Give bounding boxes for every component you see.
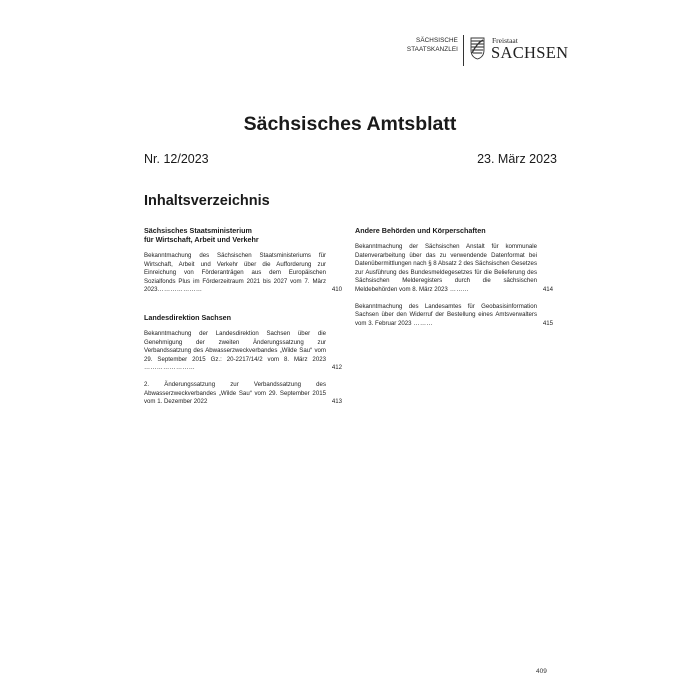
toc-section-heading: Sächsisches Staatsministerium für Wirtschaft, Arbeit und Verkehr bbox=[144, 226, 259, 244]
toc-entry-page: 415 bbox=[542, 319, 553, 327]
toc-heading: Inhaltsverzeichnis bbox=[144, 193, 270, 209]
toc-entry-page: 412 bbox=[331, 364, 342, 372]
toc-column-right bbox=[355, 226, 553, 336]
toc-entry[interactable]: Bekanntmachung des Sächsischen Staatsministeriums für Wirtschaft, Arbeit und Verkehr über die Aufforderung zur Einreichung von Förderanträgen aus dem Europäischen Sozialfonds Plus im Förderzeitraum 2021 bis 2027 vom 7. März 2023………………… 410 bbox=[144, 252, 342, 294]
toc-section-heading: Andere Behörden und Körperschaften bbox=[355, 226, 486, 235]
toc-column-left bbox=[144, 226, 342, 415]
page-title: Sächsisches Amtsblatt bbox=[243, 113, 457, 135]
logo-sachsen: SACHSEN bbox=[491, 43, 569, 62]
toc-entry[interactable]: Bekanntmachung des Landesamtes für Geobasisinformation Sachsen über den Widerruf der Bestellung eines Amtsverwalters vom 3. Februar 2023 ……… 415 bbox=[355, 302, 553, 327]
header-logo bbox=[395, 35, 569, 67]
logo-left-line1: SÄCHSISCHE bbox=[416, 37, 458, 44]
toc-entry-page: 414 bbox=[542, 285, 553, 293]
toc-entry-page: 413 bbox=[331, 398, 342, 406]
issue-date: 23. März 2023 bbox=[477, 152, 557, 166]
toc-entry[interactable]: Bekanntmachung der Sächsischen Anstalt für kommunale Datenverarbeitung über das zu verwendende Datenformat bei Datenübermittlungen nach § 8 Absatz 2 des Sächsischen Gesetzes zur Ausführung des Bundesmeldegesetzes für die Belieferung des Sächsischen Melderegisters durch die sächsischen Meldebehörden vom 8. März 2023 ……… 414 bbox=[355, 243, 553, 293]
toc-entry-text: Bekanntmachung des Sächsischen Staatsministeriums für Wirtschaft, Arbeit und Verkehr über die Aufforderung zur Einreichung von Förderanträgen aus dem Europäischen Sozialfonds Plus im Förderzeitraum 2021 bis 2027 vom 7. März 2023 bbox=[144, 252, 326, 294]
logo-divider bbox=[463, 35, 464, 66]
saxony-crest-icon bbox=[470, 37, 485, 60]
staatskanzlei-wordmark bbox=[395, 36, 458, 54]
toc-entry[interactable]: Bekanntmachung der Landesdirektion Sachsen über die Genehmigung der zweiten Änderungssatzung zur Verbandssatzung des Abwasserzweckverbandes „Wilde Sau“ vom 29. September 2015 Gz.: 20-2217/14/2 vom 8. März 2023 …………………… 412 bbox=[144, 329, 342, 372]
issue-number: Nr. 12/2023 bbox=[144, 152, 209, 166]
toc-section-heading: Landesdirektion Sachsen bbox=[144, 312, 232, 322]
toc-entry[interactable] bbox=[144, 381, 342, 407]
page-number: 409 bbox=[536, 668, 547, 675]
logo-left-line2: STAATSKANZLEI bbox=[406, 46, 458, 53]
toc-entry-text: Bekanntmachung der Sächsischen Anstalt für kommunale Datenverarbeitung über das zu verwendende Datenformat bei Datenübermittlungen nach § 8 Absatz 2 des Sächsischen Gesetzes zur Ausführung des Bundesmeldegesetzes für die Belieferung des Sächsischen Melderegisters durch die sächsischen Meldebehörden vom 8. März 2023 bbox=[355, 243, 537, 293]
toc-entry-text: Bekanntmachung des Landesamtes für Geobasisinformation Sachsen über den Widerruf der Bestellung eines Amtsverwalters vom 3. Februar 2023 bbox=[355, 302, 537, 327]
toc-entry-page: 410 bbox=[331, 286, 342, 294]
toc-entry-text: Bekanntmachung der Landesdirektion Sachsen über die Genehmigung der zweiten Änderungssatzung zur Verbandssatzung des Abwasserzweckverbandes „Wilde Sau“ vom 29. September 2015 Gz.: 20-2217/14/2 vom 8. März 2023 bbox=[144, 329, 326, 363]
logo-freistaat: Freistaat bbox=[492, 36, 518, 45]
toc-entry-text: 2. Änderungssatzung zur Verbandssatzung des Abwasserzweckverbandes „Wilde Sau“ vom 29. September 2015 vom 1. Dezember 2022 bbox=[144, 380, 326, 406]
